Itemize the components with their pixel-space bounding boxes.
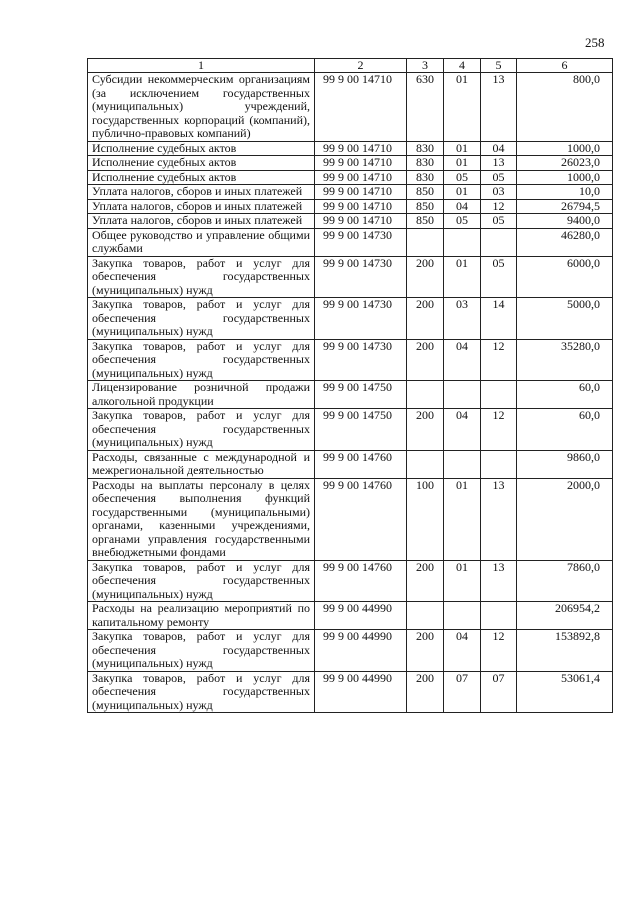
row-name-cell: Уплата налогов, сборов и иных платежей [88, 185, 315, 200]
row-type-cell: 100 [407, 478, 444, 560]
row-name-cell: Уплата налогов, сборов и иных платежей [88, 214, 315, 229]
header-col-1: 1 [88, 59, 315, 73]
row-amount-cell: 1000,0 [517, 141, 613, 156]
row-type-cell: 200 [407, 409, 444, 451]
row-amount-cell: 1000,0 [517, 170, 613, 185]
row-section-cell: 01 [444, 185, 481, 200]
table-row [88, 339, 613, 381]
row-subsection-cell: 03 [481, 185, 517, 200]
row-name-cell: Исполнение судебных актов [88, 141, 315, 156]
table-row [88, 450, 613, 478]
table-row [88, 256, 613, 298]
row-section-cell: 05 [444, 170, 481, 185]
row-code-cell: 99 9 00 14760 [315, 560, 407, 602]
header-col-5: 5 [481, 59, 517, 73]
table-row [88, 156, 613, 171]
row-amount-cell: 26023,0 [517, 156, 613, 171]
row-name-cell: Исполнение судебных актов [88, 156, 315, 171]
row-type-cell: 200 [407, 298, 444, 340]
row-amount-cell: 7860,0 [517, 560, 613, 602]
table-row [88, 478, 613, 560]
table-row [88, 185, 613, 200]
row-amount-cell: 60,0 [517, 381, 613, 409]
row-name-cell: Расходы, связанные с международной и межрегиональной деятельностью [88, 450, 315, 478]
row-code-cell: 99 9 00 14730 [315, 256, 407, 298]
row-section-cell: 04 [444, 630, 481, 672]
header-col-4: 4 [444, 59, 481, 73]
row-name-cell: Уплата налогов, сборов и иных платежей [88, 199, 315, 214]
row-name-cell: Закупка товаров, работ и услуг для обеспечения государственных (муниципальных) нужд [88, 630, 315, 672]
row-subsection-cell: 13 [481, 478, 517, 560]
table-row [88, 228, 613, 256]
row-type-cell: 850 [407, 199, 444, 214]
row-subsection-cell: 13 [481, 156, 517, 171]
row-amount-cell: 60,0 [517, 409, 613, 451]
row-code-cell: 99 9 00 44990 [315, 671, 407, 713]
row-type-cell: 830 [407, 156, 444, 171]
row-subsection-cell [481, 228, 517, 256]
row-code-cell: 99 9 00 44990 [315, 630, 407, 672]
row-amount-cell: 10,0 [517, 185, 613, 200]
row-subsection-cell [481, 602, 517, 630]
row-subsection-cell: 14 [481, 298, 517, 340]
row-type-cell: 200 [407, 560, 444, 602]
row-section-cell: 04 [444, 339, 481, 381]
table-row [88, 602, 613, 630]
row-section-cell: 05 [444, 214, 481, 229]
row-subsection-cell: 13 [481, 560, 517, 602]
row-type-cell [407, 228, 444, 256]
row-subsection-cell: 12 [481, 199, 517, 214]
row-type-cell [407, 381, 444, 409]
budget-table [87, 58, 613, 713]
table-row [88, 381, 613, 409]
table-row [88, 298, 613, 340]
row-amount-cell: 9860,0 [517, 450, 613, 478]
row-subsection-cell: 07 [481, 671, 517, 713]
row-subsection-cell: 05 [481, 256, 517, 298]
row-section-cell: 04 [444, 409, 481, 451]
row-section-cell: 01 [444, 73, 481, 142]
row-type-cell [407, 602, 444, 630]
row-code-cell: 99 9 00 14710 [315, 199, 407, 214]
row-section-cell [444, 381, 481, 409]
row-name-cell: Закупка товаров, работ и услуг для обеспечения государственных (муниципальных) нужд [88, 560, 315, 602]
row-code-cell: 99 9 00 14730 [315, 339, 407, 381]
table-row [88, 73, 613, 142]
row-type-cell: 850 [407, 185, 444, 200]
row-section-cell: 01 [444, 256, 481, 298]
row-amount-cell: 153892,8 [517, 630, 613, 672]
row-section-cell [444, 602, 481, 630]
row-amount-cell: 9400,0 [517, 214, 613, 229]
row-section-cell: 01 [444, 156, 481, 171]
row-code-cell: 99 9 00 14710 [315, 73, 407, 142]
row-section-cell: 03 [444, 298, 481, 340]
header-col-2: 2 [315, 59, 407, 73]
row-name-cell: Закупка товаров, работ и услуг для обеспечения государственных (муниципальных) нужд [88, 256, 315, 298]
row-name-cell: Расходы на выплаты персоналу в целях обеспечения выполнения функций государственными (муниципальными) органами, казенными учреждениями, органами управления государственными внебюджетными фондами [88, 478, 315, 560]
row-name-cell: Общее руководство и управление общими службами [88, 228, 315, 256]
row-subsection-cell [481, 381, 517, 409]
table-row [88, 671, 613, 713]
row-code-cell: 99 9 00 14760 [315, 478, 407, 560]
header-row [88, 59, 613, 73]
row-code-cell: 99 9 00 14750 [315, 381, 407, 409]
table-row [88, 630, 613, 672]
header-col-3: 3 [407, 59, 444, 73]
row-name-cell: Закупка товаров, работ и услуг для обеспечения государственных (муниципальных) нужд [88, 298, 315, 340]
row-section-cell [444, 450, 481, 478]
row-type-cell: 200 [407, 671, 444, 713]
row-code-cell: 99 9 00 14750 [315, 409, 407, 451]
row-subsection-cell [481, 450, 517, 478]
row-subsection-cell: 12 [481, 339, 517, 381]
row-code-cell: 99 9 00 14730 [315, 298, 407, 340]
row-amount-cell: 35280,0 [517, 339, 613, 381]
row-amount-cell: 6000,0 [517, 256, 613, 298]
row-subsection-cell: 04 [481, 141, 517, 156]
row-type-cell: 200 [407, 339, 444, 381]
row-section-cell: 01 [444, 478, 481, 560]
row-amount-cell: 206954,2 [517, 602, 613, 630]
row-subsection-cell: 13 [481, 73, 517, 142]
row-amount-cell: 800,0 [517, 73, 613, 142]
row-code-cell: 99 9 00 14710 [315, 141, 407, 156]
row-name-cell: Субсидии некоммерческим организациям (за исключением государственных (муниципальных) учреждений, государственных корпораций (компаний), публично-правовых компаний) [88, 73, 315, 142]
table-row [88, 141, 613, 156]
row-section-cell: 07 [444, 671, 481, 713]
page-number: 258 [585, 35, 605, 50]
row-code-cell: 99 9 00 14760 [315, 450, 407, 478]
row-name-cell: Лицензирование розничной продажи алкогольной продукции [88, 381, 315, 409]
row-type-cell: 830 [407, 141, 444, 156]
row-code-cell: 99 9 00 14710 [315, 170, 407, 185]
row-name-cell: Закупка товаров, работ и услуг для обеспечения государственных (муниципальных) нужд [88, 409, 315, 451]
row-name-cell: Закупка товаров, работ и услуг для обеспечения государственных (муниципальных) нужд [88, 671, 315, 713]
row-amount-cell: 46280,0 [517, 228, 613, 256]
row-section-cell [444, 228, 481, 256]
row-section-cell: 01 [444, 560, 481, 602]
row-amount-cell: 2000,0 [517, 478, 613, 560]
row-code-cell: 99 9 00 14730 [315, 228, 407, 256]
row-amount-cell: 5000,0 [517, 298, 613, 340]
row-name-cell: Расходы на реализацию мероприятий по капитальному ремонту [88, 602, 315, 630]
row-subsection-cell: 05 [481, 214, 517, 229]
row-type-cell: 630 [407, 73, 444, 142]
row-type-cell: 850 [407, 214, 444, 229]
row-name-cell: Исполнение судебных актов [88, 170, 315, 185]
row-section-cell: 01 [444, 141, 481, 156]
row-subsection-cell: 05 [481, 170, 517, 185]
row-name-cell: Закупка товаров, работ и услуг для обеспечения государственных (муниципальных) нужд [88, 339, 315, 381]
table-row [88, 199, 613, 214]
row-subsection-cell: 12 [481, 630, 517, 672]
header-col-6: 6 [517, 59, 613, 73]
table-row [88, 560, 613, 602]
row-amount-cell: 26794,5 [517, 199, 613, 214]
row-subsection-cell: 12 [481, 409, 517, 451]
table-row [88, 214, 613, 229]
row-type-cell: 200 [407, 630, 444, 672]
row-type-cell: 830 [407, 170, 444, 185]
row-type-cell [407, 450, 444, 478]
row-code-cell: 99 9 00 14710 [315, 185, 407, 200]
table-body [88, 73, 613, 713]
row-section-cell: 04 [444, 199, 481, 214]
table-row [88, 170, 613, 185]
table-row [88, 409, 613, 451]
row-code-cell: 99 9 00 14710 [315, 156, 407, 171]
row-type-cell: 200 [407, 256, 444, 298]
row-code-cell: 99 9 00 14710 [315, 214, 407, 229]
row-amount-cell: 53061,4 [517, 671, 613, 713]
row-code-cell: 99 9 00 44990 [315, 602, 407, 630]
